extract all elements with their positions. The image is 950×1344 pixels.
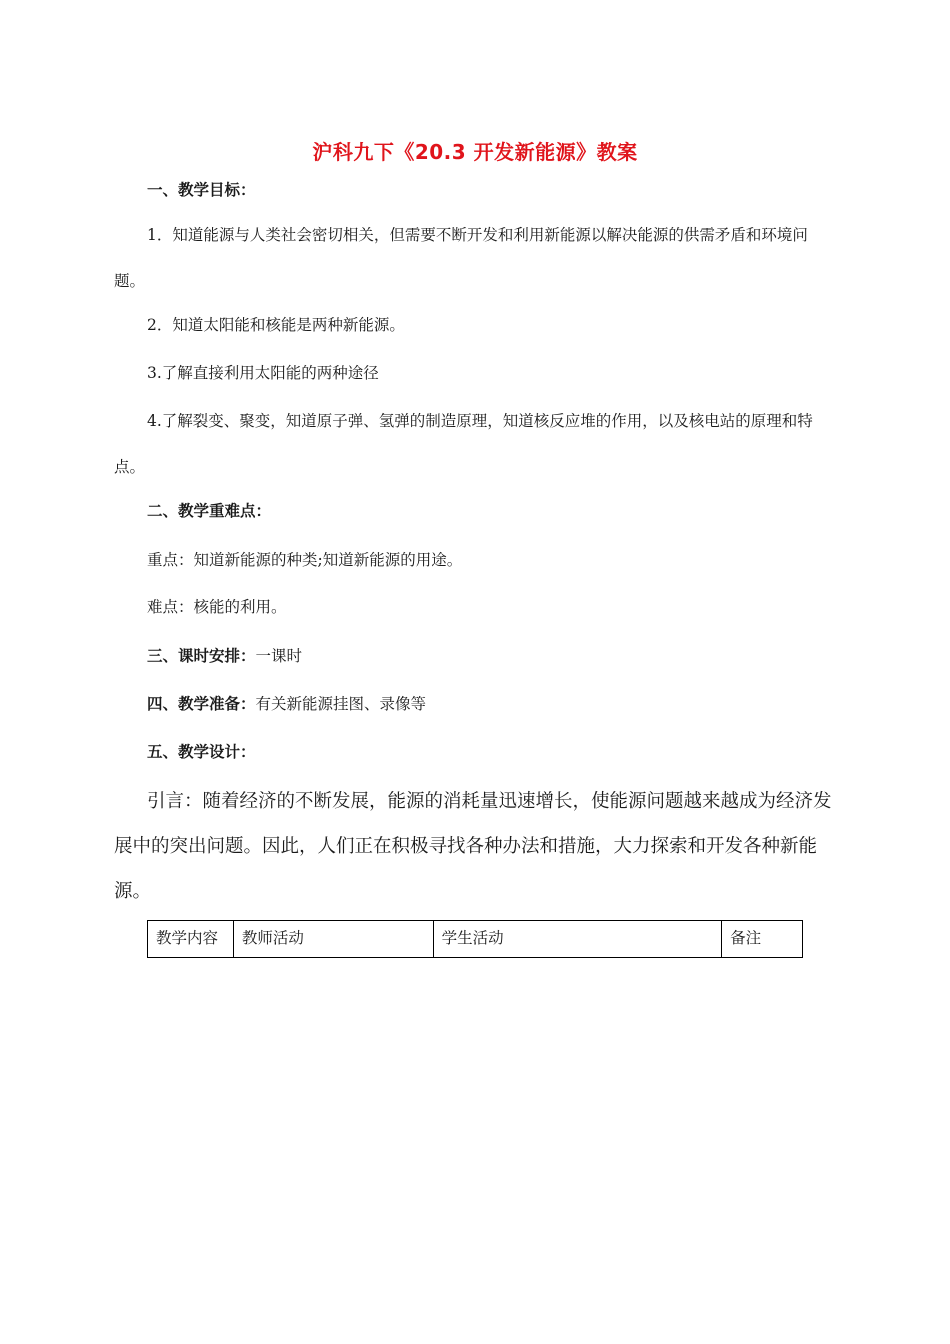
- introduction-paragraph: 引言：随着经济的不断发展，能源的消耗量迅速增长，使能源问题越来越成为经济发展中的突出问题。因此，人们正在积极寻找各种办法和措施，大力探索和开发各种新能源。: [114, 791, 832, 902]
- objective-item-3: 3.了解直接利用太阳能的两种途径: [147, 364, 379, 382]
- key-point-text: 重点：知道新能源的种类;知道新能源的用途。: [147, 551, 463, 569]
- section-heading-preparation: 四、教学准备：: [147, 695, 256, 713]
- document-title: 沪科九下《20.3 开发新能源》教案: [312, 140, 638, 164]
- section-heading-design: 五、教学设计：: [147, 743, 256, 761]
- section-class-hours: [147, 646, 302, 666]
- objective-item-1: 1．知道能源与人类社会密切相关，但需要不断开发和利用新能源以解决能源的供需矛盾和环境问题。: [114, 226, 808, 290]
- section-heading-key-points: 二、教学重难点：: [147, 502, 272, 520]
- lesson-plan-table: [147, 920, 803, 958]
- table-header-row: [148, 921, 803, 958]
- table-header-content: 教学内容: [148, 921, 234, 958]
- section-heading-objectives: 一、教学目标：: [147, 181, 256, 199]
- section-preparation: [147, 694, 426, 714]
- objective-item-2: 2．知道太阳能和核能是两种新能源。: [147, 316, 405, 334]
- table-header-student: 学生活动: [433, 921, 722, 958]
- section-heading-class-hours: 三、课时安排：: [147, 647, 256, 665]
- table-header-notes: 备注: [722, 921, 803, 958]
- class-hours-value: 一课时: [255, 647, 303, 665]
- objective-item-4: 4.了解裂变、聚变，知道原子弹、氢弹的制造原理，知道核反应堆的作用，以及核电站的原理和特点。: [114, 412, 813, 476]
- difficult-point-text: 难点：核能的利用。: [147, 598, 287, 616]
- preparation-value: 有关新能源挂图、录像等: [255, 695, 427, 713]
- table-header-teacher: 教师活动: [233, 921, 433, 958]
